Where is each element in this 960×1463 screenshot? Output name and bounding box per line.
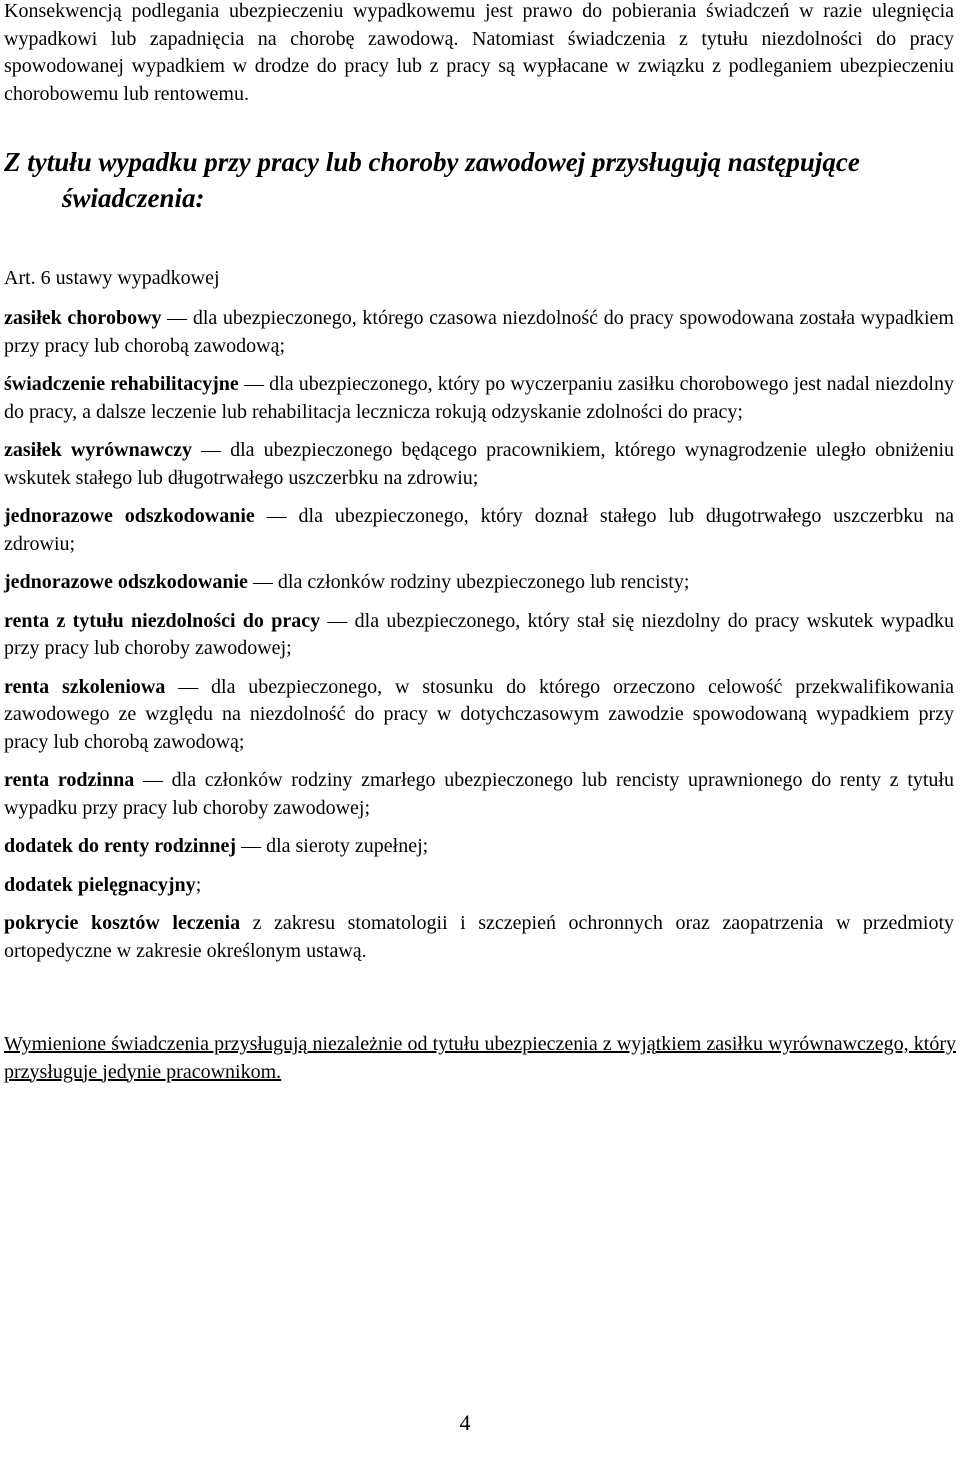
- benefit-description: z zakresu stomatologii i szczepień ochronnych oraz zaopatrzenia w przedmioty ortopedyczne w zakresie określonym ustawą.: [4, 912, 954, 962]
- benefit-term: dodatek do renty rodzinnej: [4, 835, 237, 857]
- benefit-term: renta rodzinna: [4, 769, 135, 791]
- benefit-item: [4, 437, 954, 492]
- benefit-description: — dla ubezpieczonego, którego czasowa niezdolność do pracy spowodowana została wypadkiem przy pracy lub chorobą zawodową;: [4, 307, 954, 357]
- benefit-term: dodatek pielęgnacyjny: [4, 873, 196, 896]
- benefit-term: zasiłek chorobowy: [4, 307, 162, 329]
- benefit-item: [4, 872, 954, 900]
- benefit-description: — dla ubezpieczonego, który stał się niezdolny do pracy wskutek wypadku przy pracy lub choroby zawodowej;: [4, 609, 954, 659]
- benefit-description: ;: [195, 873, 202, 896]
- benefit-item: [4, 767, 954, 822]
- benefit-description: — dla ubezpieczonego, który doznał stałego lub długotrwałego uszczerbku na zdrowiu;: [4, 505, 955, 555]
- benefit-term: renta z tytułu niezdolności do pracy: [4, 609, 321, 632]
- section-heading: Z tytułu wypadku przy pracy lub choroby zawodowej przysługują następujące świadczenia:: [4, 147, 860, 213]
- benefit-term: zasiłek wyrównawczy: [4, 439, 192, 461]
- benefit-description: — dla sieroty zupełnej;: [236, 835, 429, 857]
- closing-note: Wymienione świadczenia przysługują niezależnie od tytułu ubezpieczenia z wyjątkiem zasiłku wyrównawczego, który przysługuje jedynie pracownikom.: [4, 1033, 956, 1083]
- benefit-item: [4, 910, 954, 965]
- benefit-description: — dla ubezpieczonego, w stosunku do którego orzeczono celowość przekwalifikowania zawodowego ze względu na niezdolność do pracy w dotychczasowym zawodzie spowodowaną wypadkiem przy pracy lub chorobą zawodową;: [4, 675, 955, 753]
- benefit-description: — dla członków rodziny zmarłego ubezpieczonego lub rencisty uprawnionego do renty z tytułu wypadku przy pracy lub choroby zawodowej;: [4, 769, 954, 819]
- benefit-description: — dla ubezpieczonego, który po wyczerpaniu zasiłku chorobowego jest nadal niezdolny do pracy, a dalsze leczenie lub rehabilitacja lecznicza rokują odzyskanie zdolności do pracy;: [4, 373, 954, 423]
- benefit-item: [4, 305, 954, 360]
- benefit-item: [4, 371, 954, 426]
- benefit-term: jednorazowe odszkodowanie: [4, 571, 248, 593]
- benefit-item: [4, 503, 954, 558]
- intro-paragraph: Konsekwencją podlegania ubezpieczeniu wypadkowemu jest prawo do pobierania świadczeń w razie ulegnięcia wypadkowi lub zapadnięcia na chorobę zawodową. Natomiast świadczenia z tytułu niezdolności do pracy spowodowanej wypadkiem w drodze do pracy lub z pracy są wypłacane w związku z podleganiem ubezpieczeniu chorobowemu lub rentowemu.: [4, 0, 954, 105]
- benefits-list: [4, 305, 954, 976]
- benefit-item: [4, 608, 954, 663]
- benefit-term: świadczenie rehabilitacyjne: [4, 373, 239, 395]
- benefit-item: [4, 569, 954, 597]
- benefit-term: renta szkoleniowa: [4, 675, 166, 698]
- legal-basis: Art. 6 ustawy wypadkowej: [4, 267, 220, 289]
- benefit-term: pokrycie kosztów leczenia: [4, 912, 241, 934]
- benefit-term: jednorazowe odszkodowanie: [4, 505, 255, 527]
- benefit-item: [4, 674, 954, 757]
- benefit-description: — dla członków rodziny ubezpieczonego lub rencisty;: [247, 571, 690, 593]
- benefit-item: [4, 833, 954, 861]
- benefit-description: — dla ubezpieczonego będącego pracownikiem, którego wynagrodzenie uległo obniżeniu wskutek stałego lub długotrwałego uszczerbku na zdrowiu;: [4, 439, 954, 489]
- page-number: 4: [459, 1410, 471, 1435]
